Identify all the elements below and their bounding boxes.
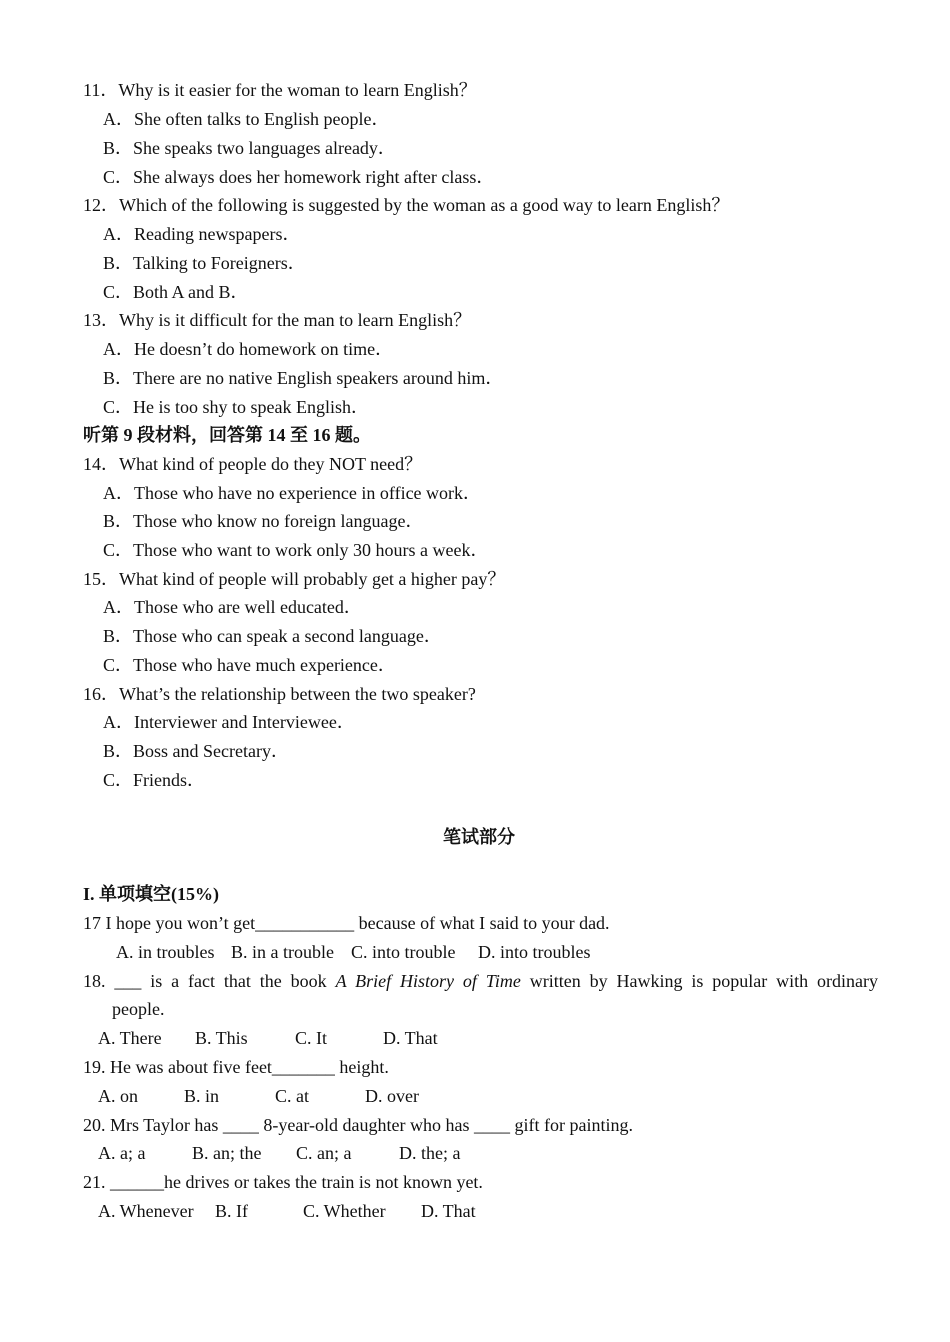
question-12-option-b: B．Talking to Foreigners． [103, 253, 306, 273]
question-11-stem: 11．Why is it easier for the woman to learn English？ [83, 80, 477, 100]
question-20-options [98, 1143, 460, 1163]
question-18-option-c: C. It [295, 1028, 328, 1048]
question-21-option-d: D. That [421, 1201, 476, 1221]
question-12-stem: 12．Which of the following is suggested by the woman as a good way to learn English？ [83, 195, 730, 215]
question-18-option-a: A. There [98, 1028, 162, 1048]
question-14-option-b: B．Those who know no foreign language． [103, 511, 424, 531]
question-18-option-d: D. That [383, 1028, 438, 1048]
question-17-options [116, 942, 591, 962]
question-19-option-d: D. over [365, 1086, 419, 1106]
question-21-stem: 21. ______he drives or takes the train is not known yet. [83, 1172, 483, 1192]
question-19-option-b: B. in [184, 1086, 220, 1106]
question-18-number: 18. [83, 971, 106, 991]
question-19-stem: 19. He was about five feet_______ height. [83, 1057, 389, 1077]
question-14-option-c: C．Those who want to work only 30 hours a week． [103, 540, 489, 560]
question-15-option-a: A．Those who are well educated． [103, 597, 362, 617]
question-13-stem: 13．Why is it difficult for the man to learn English？ [83, 310, 472, 330]
question-18-book-title: A Brief History of Time [335, 971, 521, 991]
question-11-option-b: B．She speaks two languages already． [103, 138, 396, 158]
question-19-options [98, 1086, 419, 1106]
question-11-option-a: A．She often talks to English people． [103, 109, 390, 129]
part-1-heading: I. 单项填空(15%) [83, 884, 219, 904]
section-9-instruction: 听第 9 段材料，回答第 14 至 16 题。 [83, 425, 371, 445]
question-18-stem [83, 971, 878, 991]
question-16-stem: 16．What’s the relationship between the two speaker? [83, 684, 476, 704]
question-17-option-a: A. in troubles [116, 942, 215, 962]
question-18-options [98, 1028, 438, 1048]
question-15-option-b: B．Those who can speak a second language． [103, 626, 442, 646]
question-15-stem: 15．What kind of people will probably get a higher pay？ [83, 569, 506, 589]
question-18-option-b: B. This [195, 1028, 248, 1048]
question-16-option-b: B．Boss and Secretary． [103, 741, 289, 761]
question-20-option-d: D. the; a [399, 1143, 461, 1163]
question-20-option-a: A. a; a [98, 1143, 146, 1163]
question-20-option-b: B. an; the [192, 1143, 262, 1163]
question-13-option-a: A．He doesn’t do homework on time． [103, 339, 394, 359]
written-section-title: 笔试部分 [443, 827, 515, 847]
question-21-options [98, 1201, 476, 1221]
question-16-option-a: A．Interviewer and Interviewee． [103, 712, 355, 732]
question-19-option-c: C. at [275, 1086, 309, 1106]
question-19-option-a: A. on [98, 1086, 138, 1106]
question-12-option-c: C．Both A and B． [103, 282, 249, 302]
question-14-option-a: A．Those who have no experience in office work． [103, 483, 482, 503]
question-12-option-a: A．Reading newspapers． [103, 224, 301, 244]
question-18-continuation: people. [112, 999, 165, 1019]
question-20-stem: 20. Mrs Taylor has ____ 8-year-old daughter who has ____ gift for painting. [83, 1115, 633, 1135]
question-11-option-c: C．She always does her homework right after class． [103, 167, 495, 187]
question-17-option-c: C. into trouble [351, 942, 456, 962]
question-13-option-b: B．There are no native English speakers around him． [103, 368, 504, 388]
question-16-option-c: C．Friends． [103, 770, 206, 790]
question-13-option-c: C．He is too shy to speak English． [103, 397, 369, 417]
question-21-option-b: B. If [215, 1201, 248, 1221]
question-17-option-b: B. in a trouble [231, 942, 334, 962]
question-14-stem: 14．What kind of people do they NOT need？ [83, 454, 423, 474]
question-21-option-a: A. Whenever [98, 1201, 194, 1221]
question-18-text-after: written by Hawking is popular with ordinary [529, 971, 878, 991]
question-20-option-c: C. an; a [296, 1143, 352, 1163]
question-17-stem: 17 I hope you won’t get___________ because of what I said to your dad. [83, 913, 610, 933]
question-17-option-d: D. into troubles [478, 942, 591, 962]
question-21-option-c: C. Whether [303, 1201, 386, 1221]
question-18-text-before: ___ is a fact that the book [114, 971, 327, 991]
question-15-option-c: C．Those who have much experience． [103, 655, 396, 675]
